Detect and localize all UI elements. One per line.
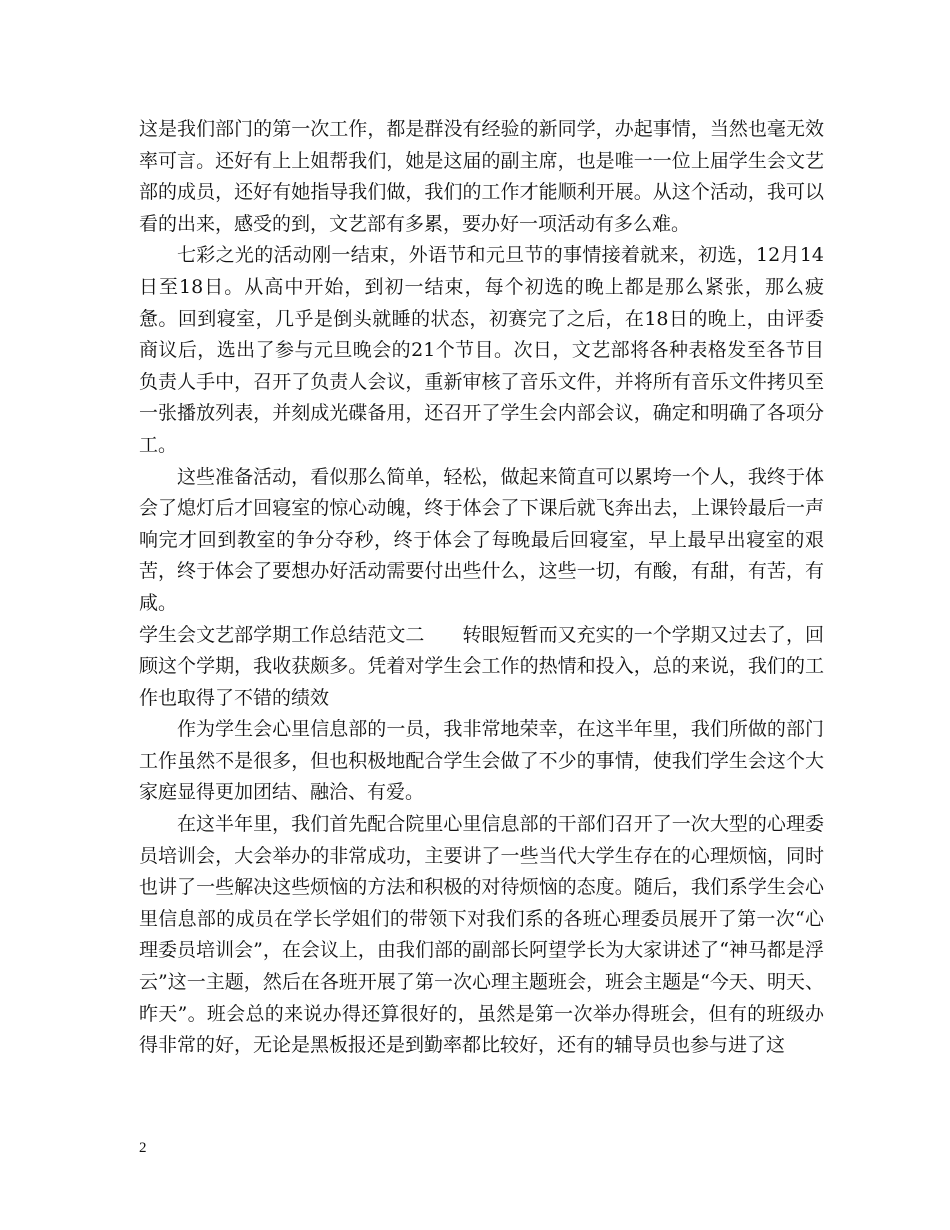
page-number: 2 [139, 1140, 147, 1156]
paragraph-1: 这是我们部门的第一次工作，都是群没有经验的新同学，办起事情，当然也毫无效率可言。还好有上上姐帮我们，她是这届的副主席，也是唯一一位上届学生会文艺部的成员，还好有她指导我们做，我们的工作才能顺利开展。从这个活动，我可以看的出来，感受的到，文艺部有多累，要办好一项活动有多么难。 [139, 118, 824, 235]
paragraph-4-section-heading: 学生会文艺部学期工作总结范文二 转眼短暂而又充实的一个学期又过去了，回顾这个学期，我收获颇多。凭着对学生会工作的热情和投入，总的来说，我们的工作也取得了不错的绩效 [139, 623, 824, 709]
paragraph-6: 在这半年里，我们首先配合院里心里信息部的干部们召开了一次大型的心理委员培训会，大会举办的非常成功，主要讲了一些当代大学生存在的心理烦恼，同时也讲了一些解决这些烦恼的方法和积极的对待烦恼的态度。随后，我们系学生会心里信息部的成员在学长学姐们的带领下对我们系的各班心理委员展开了第一次“心理委员培训会”，在会议上，由我们部的副部长阿望学长为大家讲述了“神马都是浮云”这一主题，然后在各班开展了第一次心理主题班会，班会主题是“今天、明天、昨天”。班会总的来说办得还算很好的，虽然是第一次举办得班会，但有的班级办得非常的好，无论是黑板报还是到勤率都比较好，还有的辅导员也参与进了这 [139, 813, 824, 1057]
paragraph-3: 这些准备活动，看似那么简单，轻松，做起来简直可以累垮一个人，我终于体会了熄灯后才回寝室的惊心动魄，终于体会了下课后就飞奔出去，上课铃最后一声响完才回到教室的争分夺秒，终于体会了每晚最后回寝室，早上最早出寝室的艰苦，终于体会了要想办好活动需要付出些什么，这些一切，有酸，有甜，有苦，有咸。 [139, 465, 824, 614]
paragraph-2: 七彩之光的活动刚一结束，外语节和元旦节的事情接着就来，初选，12月14日至18日。从高中开始，到初一结束，每个初选的晚上都是那么紧张，那么疲惫。回到寝室，几乎是倒头就睡的状态，初赛完了之后，在18日的晚上，由评委商议后，选出了参与元旦晚会的21个节目。次日，文艺部将各种表格发至各节目负责人手中，召开了负责人会议，重新审核了音乐文件，并将所有音乐文件拷贝至一张播放列表，并刻成光碟备用，还召开了学生会内部会议，确定和明确了各项分工。 [139, 244, 824, 456]
paragraph-5: 作为学生会心里信息部的一员，我非常地荣幸，在这半年里，我们所做的部门工作虽然不是很多，但也积极地配合学生会做了不少的事情，使我们学生会这个大家庭显得更加团结、融洽、有爱。 [139, 718, 824, 804]
body-text [139, 114, 824, 1062]
